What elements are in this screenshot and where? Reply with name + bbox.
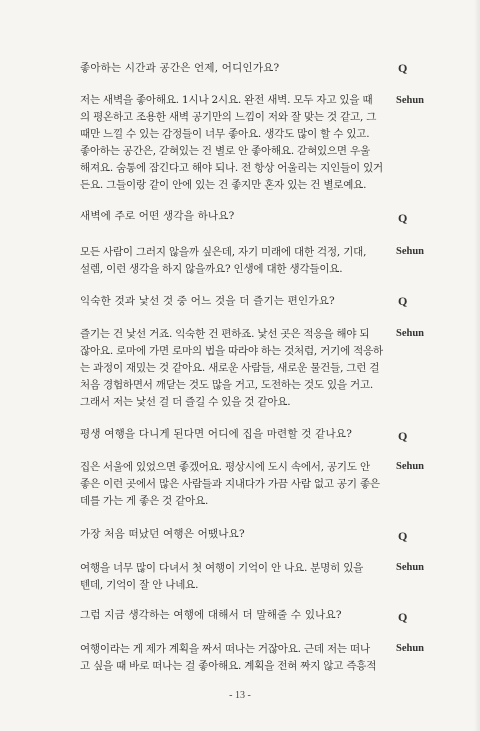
speaker-label-q: Q bbox=[398, 294, 408, 308]
answer-line: 잖아요. 로마에 가면 로마의 법을 따라야 하는 것처럼, 거기에 적응하 bbox=[80, 345, 383, 357]
speaker-label-q: Q bbox=[398, 61, 408, 75]
answer-line: 여행을 너무 많이 다녀서 첫 여행이 기억이 안 나요. 분명히 있을 bbox=[80, 562, 364, 574]
question-text: 그럼 지금 생각하는 여행에 대해서 더 말해줄 수 있나요? bbox=[80, 609, 342, 621]
page-edge-shadow bbox=[474, 0, 480, 731]
question-text: 익숙한 것과 낯선 것 중 어느 것을 더 즐기는 편인가요? bbox=[80, 295, 335, 307]
answer-line: 처음 경험하면서 깨닫는 것도 많을 거고, 도전하는 것도 있을 거고. bbox=[80, 379, 374, 391]
speaker-label-q: Q bbox=[398, 211, 408, 225]
answer-line: 저는 새벽을 좋아해요. 1시나 2시요. 완전 새벽. 모두 자고 있을 때 bbox=[80, 94, 373, 106]
question-text: 좋아하는 시간과 공간은 언제, 어디인가요? bbox=[80, 62, 280, 74]
answer-line: 모든 사람이 그러지 않을까 싶은데, 자기 미래에 대한 걱정, 기대, bbox=[80, 246, 367, 258]
answer-line: 설렘, 이런 생각을 하지 않을까요? 인생에 대한 생각들이요. bbox=[80, 263, 343, 275]
answer-line: 즐기는 건 낯선 거죠. 익숙한 건 편하죠. 낯선 곳은 적응을 해야 되 bbox=[80, 328, 370, 340]
speaker-label-q: Q bbox=[398, 429, 408, 443]
answer-line: 해져요. 숨통에 잠긴다고 해야 되나. 전 항상 어울리는 지인들이 있거 bbox=[80, 162, 383, 174]
answer-line: 좋은 이런 곳에서 많은 사람들과 지내다가 가끔 사람 없고 공기 좋은 bbox=[80, 478, 380, 490]
question-text: 새벽에 주로 어떤 생각을 하나요? bbox=[80, 210, 235, 222]
question-text: 평생 여행을 다니게 된다면 어디에 집을 마련할 것 같나요? bbox=[80, 428, 353, 440]
answer-line: 고 싶을 때 바로 떠나는 걸 좋아해요. 계획을 전혀 짜지 않고 즉흥적 bbox=[80, 660, 377, 672]
answer-line: 는 과정이 재밌는 것 같아요. 새로운 사람들, 새로운 물건들, 그런 걸 bbox=[80, 362, 380, 374]
speaker-label-sehun: Sehun bbox=[396, 246, 425, 257]
speaker-label-sehun: Sehun bbox=[396, 95, 425, 106]
speaker-label-q: Q bbox=[398, 610, 408, 624]
answer-line: 때만 느낄 수 있는 감정들이 너무 좋아요. 생각도 많이 할 수 있고. bbox=[80, 128, 370, 140]
speaker-label-sehun: Sehun bbox=[396, 643, 425, 654]
speaker-label-sehun: Sehun bbox=[396, 461, 425, 472]
page-number: - 13 - bbox=[229, 690, 251, 701]
speaker-label-q: Q bbox=[398, 529, 408, 543]
answer-line: 의 평온하고 조용한 새벽 공기만의 느낌이 저와 잘 맞는 것 같고, 그 bbox=[80, 111, 377, 123]
answer-line: 그래서 저는 낯선 걸 더 즐길 수 있을 것 같아요. bbox=[80, 396, 291, 408]
answer-line: 집은 서울에 있었으면 좋겠어요. 평상시에 도시 속에서, 공기도 안 bbox=[80, 461, 370, 473]
answer-line: 든요. 그들이랑 같이 안에 있는 건 좋지만 혼자 있는 건 별로예요. bbox=[80, 179, 367, 191]
question-text: 가장 처음 떠났던 여행은 어땠나요? bbox=[80, 528, 245, 540]
answer-line: 텐데, 기억이 잘 안 나네요. bbox=[80, 579, 199, 591]
answer-line: 좋아하는 공간은, 갇혀있는 건 별로 안 좋아해요. 갇혀있으면 우울 bbox=[80, 145, 370, 157]
speaker-label-sehun: Sehun bbox=[396, 562, 425, 573]
answer-line: 데를 가는 게 좋은 것 같아요. bbox=[80, 495, 209, 507]
answer-line: 여행이라는 게 제가 계획을 짜서 떠나는 거잖아요. 근데 저는 떠나 bbox=[80, 643, 370, 655]
speaker-label-sehun: Sehun bbox=[396, 328, 425, 339]
